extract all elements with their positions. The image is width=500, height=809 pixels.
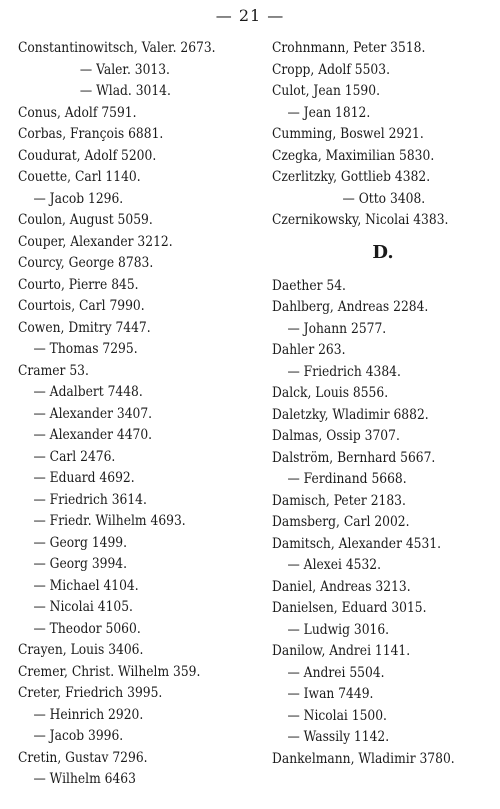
register-entry: Dankelmann, Wladimir 3780. [272,750,455,767]
register-entry: — Alexander 3407. [33,405,153,422]
register-entry: Cramer 53. [18,362,89,379]
register-entry: Cretin, Gustav 7296. [18,749,148,766]
register-entry: Czerlitzky, Gottlieb 4382. [272,169,431,185]
register-entry: — Alexander 4470. [33,427,153,443]
register-entry: Damsberg, Carl 2002. [272,514,410,530]
register-entry: Couette, Carl 1140. [18,169,141,185]
register-entry: Corbas, François 6881. [18,126,164,142]
right-column-top-entries [272,38,494,232]
register-entry: — Johann 2577. [287,320,387,337]
register-entry: Dahler 263. [272,342,346,358]
register-entry: — Jean 1812. [287,104,371,121]
register-entry: Creter, Friedrich 3995. [18,685,163,701]
register-entry: Cumming, Boswel 2921. [272,126,424,142]
register-entry: — Andrei 5504. [287,664,385,681]
page-number: — 21 — [215,6,285,25]
register-entry: — Wilhelm 6463 [33,771,136,787]
register-entry: — Carl 2476. [33,448,116,465]
register-entry: — Otto 3408. [342,190,426,207]
register-entry: Danilow, Andrei 1141. [272,643,411,659]
register-entry: — Alexei 4532. [287,557,382,573]
register-entry: Culot, Jean 1590. [272,83,380,99]
register-entry: — Jacob 1296. [33,190,124,207]
register-entry: Czegka, Maximilian 5830. [272,147,435,164]
left-column [18,38,268,791]
register-entry: Dalck, Louis 8556. [272,385,389,401]
register-entry: Damisch, Peter 2183. [272,492,406,509]
register-entry: — Friedrich 4384. [287,363,401,380]
register-entry: Coulon, August 5059. [18,212,153,228]
register-entry: — Nicolai 4105. [33,599,133,615]
register-entry: — Nicolai 1500. [287,707,387,724]
register-entry: Crayen, Louis 3406. [18,642,144,658]
register-entry: Couper, Alexander 3212. [18,233,173,250]
register-entry: — Eduard 4692. [33,470,135,486]
register-entry: Dahlberg, Andreas 2284. [272,299,429,315]
register-entry: Courto, Pierre 845. [18,276,139,293]
register-entry: Cropp, Adolf 5503. [272,61,390,78]
register-entry: Coudurat, Adolf 5200. [18,147,157,164]
register-entry: Daletzky, Wladimir 6882. [272,406,429,423]
register-entry: Dalström, Bernhard 5667. [272,449,436,466]
register-entry: Constantinowitsch, Valer. 2673. [18,40,216,56]
register-entry: — Michael 4104. [33,577,139,594]
register-entry: — Valer. 3013. [79,61,170,78]
register-entry: — Thomas 7295. [33,341,138,357]
register-entry: — Georg 3994. [33,556,128,572]
register-entry: — Iwan 7449. [287,686,374,702]
register-entry: — Friedr. Wilhelm 4693. [33,513,186,529]
register-entry: Cowen, Dmitry 7447. [18,319,151,336]
register-entry: — Heinrich 2920. [33,706,144,723]
register-entry: — Ludwig 3016. [287,621,390,638]
register-entry: Czernikowsky, Nicolai 4383. [272,212,449,228]
register-entry: Dalmas, Ossip 3707. [272,428,400,444]
register-entry: — Adalbert 7448. [33,384,143,400]
register-entry: Courtois, Carl 7990. [18,298,145,314]
register-entry: Danielsen, Eduard 3015. [272,600,427,616]
register-entry: Conus, Adolf 7591. [18,104,137,121]
register-entry: — Theodor 5060. [33,620,141,637]
register-entry: — Ferdinand 5668. [287,471,407,487]
register-entry: — Friedrich 3614. [33,491,147,508]
register-entry: Courcy, George 8783. [18,255,154,271]
register-entry: — Georg 1499. [33,534,128,551]
right-column [272,38,494,770]
register-entry: — Wlad. 3014. [79,83,171,99]
register-entry: — Wassily 1142. [287,729,390,745]
section-heading: D. [372,241,394,263]
register-entry: Damitsch, Alexander 4531. [272,535,442,552]
register-entry: Daether 54. [272,277,346,294]
register-entry: Cremer, Christ. Wilhelm 359. [18,663,201,680]
register-entry: Crohnmann, Peter 3518. [272,40,426,56]
register-entry: — Jacob 3996. [33,728,124,744]
register-entry: Daniel, Andreas 3213. [272,578,411,595]
right-column-bottom-entries [272,276,494,771]
